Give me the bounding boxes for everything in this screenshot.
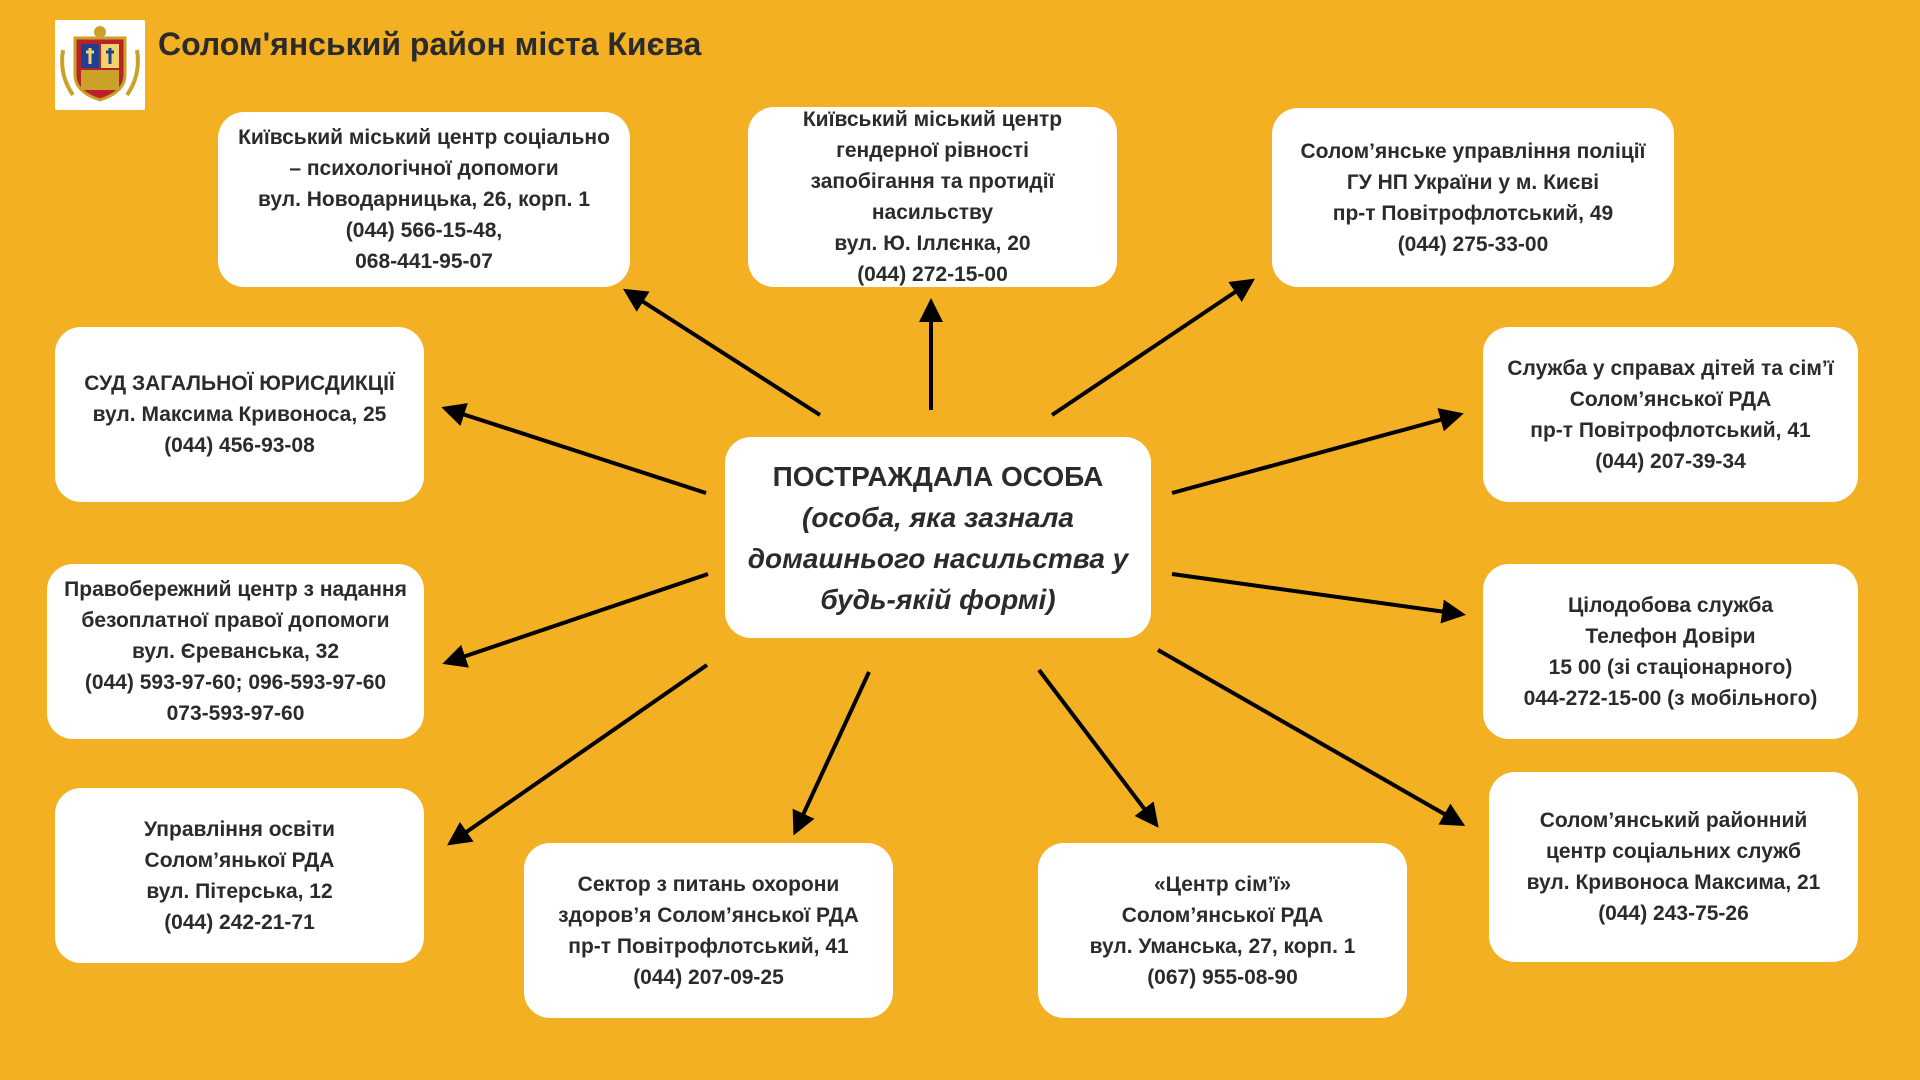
- arrow-to-children-family-service: [1172, 415, 1458, 493]
- node-line: пр-т Повітрофлотський, 41: [1530, 418, 1811, 442]
- node-line: Правобережний центр з надання: [64, 578, 407, 601]
- node-children-family-service: [1483, 327, 1858, 502]
- node-gender-equality-center: [748, 107, 1117, 287]
- node-legal-aid-center: [47, 564, 424, 739]
- node-line: Телефон Довіри: [1585, 624, 1756, 648]
- node-line: Київський міський центр соціально: [238, 126, 610, 149]
- arrow-to-legal-aid-center: [448, 574, 708, 662]
- node-line: (044) 275-33-00: [1397, 232, 1549, 256]
- node-line: (044) 207-39-34: [1595, 449, 1746, 473]
- node-line: 15 00 (зі стаціонарного): [1548, 655, 1793, 679]
- arrow-to-family-center: [1039, 670, 1155, 823]
- center-node-victim: [725, 437, 1151, 638]
- node-line: Солом’янької РДА: [144, 848, 335, 872]
- node-line: «Центр сім’ї»: [1153, 872, 1292, 896]
- node-court: [55, 327, 424, 502]
- node-line: центр соціальних служб: [1545, 840, 1802, 863]
- arrow-to-education-department: [452, 665, 707, 842]
- node-line: запобігання та протидії: [810, 170, 1055, 193]
- node-line: (044) 242-21-71: [164, 910, 315, 934]
- node-line: (044) 243-75-26: [1598, 902, 1749, 925]
- node-line: Солом’янської РДА: [1569, 387, 1772, 411]
- arrow-to-psych-help-center: [628, 292, 820, 415]
- node-line: Солом’янський районний: [1539, 809, 1808, 832]
- node-line: здоров’я Солом’янської РДА: [558, 903, 859, 927]
- node-line: (044) 593-97-60; 096-593-97-60: [84, 671, 387, 694]
- node-social-services-center: [1489, 772, 1858, 962]
- node-line: ГУ НП України у м. Києві: [1346, 170, 1600, 194]
- node-line: (044) 456-93-08: [164, 434, 315, 457]
- node-line: 068-441-95-07: [355, 250, 493, 273]
- arrow-to-social-services-center: [1158, 650, 1460, 823]
- node-line: 044-272-15-00 (з мобільного): [1523, 686, 1818, 710]
- node-line: вул. Єреванська, 32: [131, 640, 340, 663]
- arrow-to-health-sector: [796, 672, 869, 830]
- node-line: вул. Уманська, 27, корп. 1: [1089, 934, 1356, 958]
- node-line: гендерної рівності: [836, 139, 1029, 162]
- node-line: вул. Максима Кривоноса, 25: [92, 403, 387, 426]
- node-line: вул. Ю. Іллєнка, 20: [834, 232, 1031, 255]
- node-line: Солом’янської РДА: [1121, 903, 1324, 927]
- arrow-to-trust-hotline: [1172, 574, 1460, 614]
- page-title: Солом'янський район міста Києва: [158, 26, 702, 62]
- node-line: (067) 955-08-90: [1147, 965, 1298, 989]
- center-line: будь-якій формі): [820, 583, 1056, 615]
- node-line: Сектор з питань охорони: [577, 872, 840, 896]
- node-line: Цілодобова служба: [1567, 593, 1774, 617]
- arrow-to-police-department: [1052, 282, 1250, 415]
- node-family-center: [1038, 843, 1407, 1018]
- node-line: СУД ЗАГАЛЬНОЇ ЮРИСДИКЦІЇ: [84, 372, 395, 395]
- node-psych-help-center: [218, 112, 630, 287]
- node-trust-hotline: [1483, 564, 1858, 739]
- node-line: насильству: [871, 201, 994, 224]
- center-line: ПОСТРАЖДАЛА ОСОБА: [772, 460, 1104, 492]
- node-health-sector: [524, 843, 893, 1018]
- node-line: пр-т Повітрофлотський, 41: [568, 934, 849, 958]
- node-line: (044) 207-09-25: [633, 965, 784, 989]
- node-line: Солом’янське управління поліції: [1300, 139, 1646, 163]
- node-line: вул. Кривоноса Максима, 21: [1526, 871, 1821, 894]
- node-line: вул. Новодарницька, 26, корп. 1: [257, 188, 591, 211]
- node-line: Служба у справах дітей та сім’ї: [1507, 356, 1834, 380]
- node-line: Управління освіти: [144, 817, 335, 841]
- node-line: (044) 272-15-00: [857, 263, 1008, 286]
- center-line: (особа, яка зазнала: [802, 501, 1074, 533]
- node-line: – психологічної допомоги: [289, 157, 559, 180]
- node-line: безоплатної правої допомоги: [81, 609, 390, 632]
- node-line: (044) 566-15-48,: [345, 219, 503, 242]
- node-line: вул. Пітерська, 12: [146, 879, 333, 903]
- node-line: Київський міський центр: [802, 108, 1063, 131]
- arrow-to-court: [447, 409, 706, 493]
- node-education-department: [55, 788, 424, 963]
- node-police-department: [1272, 108, 1674, 287]
- node-line: 073-593-97-60: [166, 702, 305, 725]
- node-line: пр-т Повітрофлотський, 49: [1332, 201, 1614, 225]
- center-line: домашнього насильства у: [747, 542, 1129, 574]
